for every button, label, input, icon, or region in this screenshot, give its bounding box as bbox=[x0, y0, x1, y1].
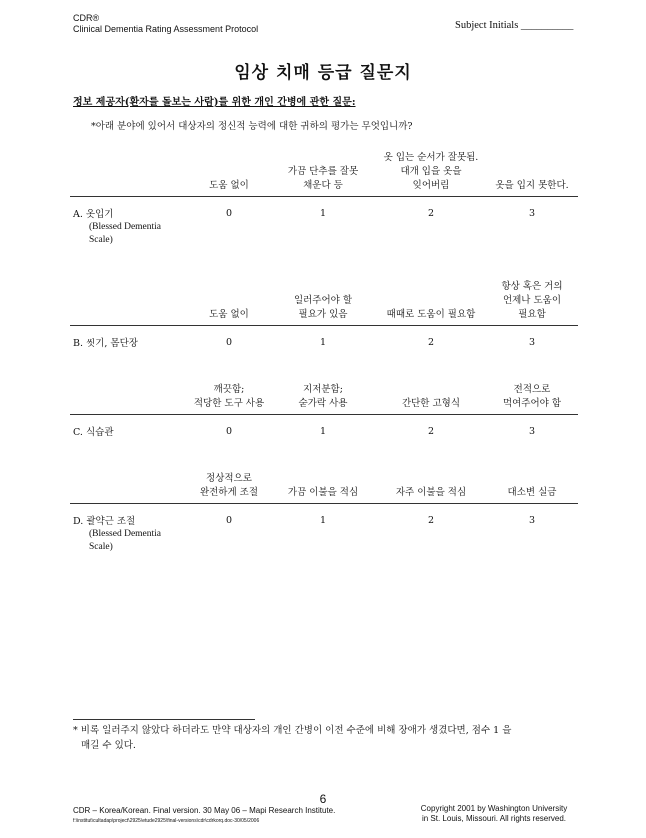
column-header-line: 잊어버림 bbox=[412, 180, 450, 191]
column-header-line: 대소변 실금 bbox=[507, 487, 557, 498]
score-option[interactable]: 3 bbox=[528, 337, 536, 348]
row-label bbox=[73, 515, 161, 554]
column-header bbox=[174, 383, 284, 411]
column-header-line: 정상적으로 bbox=[206, 473, 252, 484]
column-header-line: 전적으로 bbox=[513, 384, 551, 395]
brand-label: CDR® bbox=[73, 13, 100, 23]
column-header-line: 필요가 있음 bbox=[298, 309, 348, 320]
row-label bbox=[73, 426, 114, 439]
column-header-line: 간단한 고형식 bbox=[401, 398, 461, 409]
column-header-line: 항상 혹은 거의 bbox=[501, 281, 563, 292]
score-option[interactable]: 1 bbox=[319, 426, 327, 437]
footer-version bbox=[73, 806, 335, 826]
row-label-text: D. 괄약근 조절 bbox=[73, 516, 136, 527]
section-subheading: 정보 제공자(환자를 돌보는 사람)를 위한 개인 간병에 관한 질문: bbox=[73, 97, 356, 108]
column-header bbox=[482, 383, 582, 411]
row-label-text: B. 씻기, 몸단장 bbox=[73, 338, 138, 349]
column-header-line: 자주 이불을 적심 bbox=[395, 487, 467, 498]
section-divider bbox=[70, 196, 578, 197]
column-header-line: 때때로 도움이 필요함 bbox=[386, 309, 476, 320]
column-header bbox=[273, 383, 373, 411]
column-header-line: 옷을 입지 못한다. bbox=[495, 180, 569, 191]
column-header-line: 옷 입는 순서가 잘못됨. bbox=[383, 152, 479, 163]
row-label-subtitle: (Blessed Dementia bbox=[89, 222, 162, 232]
column-header-line: 일러주어야 할 bbox=[293, 295, 353, 306]
column-header-line: 필요함 bbox=[518, 309, 546, 320]
column-header bbox=[273, 165, 373, 193]
score-option[interactable]: 3 bbox=[528, 208, 536, 219]
footer-file-path: f:\institut\cultadap\project\2925\etude2925\final-versions\cdr\cdrkorq.doc-30/05/2006 bbox=[73, 818, 260, 824]
column-header bbox=[273, 486, 373, 500]
column-header-line: 숟가락 사용 bbox=[298, 398, 348, 409]
row-label-subtitle: (Blessed Dementia bbox=[89, 529, 162, 539]
copyright-line-1: Copyright 2001 by Washington University bbox=[420, 804, 568, 813]
column-header-line: 완전하게 조절 bbox=[199, 487, 259, 498]
score-option[interactable]: 0 bbox=[225, 208, 233, 219]
column-header-line: 지저분함; bbox=[303, 384, 343, 395]
score-option[interactable]: 2 bbox=[427, 208, 435, 219]
column-header-line: 적당한 도구 사용 bbox=[193, 398, 265, 409]
score-option[interactable]: 0 bbox=[225, 426, 233, 437]
score-option[interactable]: 2 bbox=[427, 515, 435, 526]
score-option[interactable]: 0 bbox=[225, 515, 233, 526]
copyright-line-2: in St. Louis, Missouri. All rights reserved. bbox=[421, 814, 567, 823]
score-option[interactable]: 0 bbox=[225, 337, 233, 348]
instruction-text: *아래 분야에 있어서 대상자의 정신적 능력에 대한 귀하의 평가는 무엇입니까? bbox=[91, 121, 413, 132]
column-header bbox=[174, 472, 284, 500]
column-header bbox=[482, 280, 582, 322]
column-header-line: 채운다 등 bbox=[303, 180, 343, 191]
subject-initials-field[interactable]: Subject Initials __________ bbox=[455, 20, 574, 31]
section-divider bbox=[70, 414, 578, 415]
column-header-line: 가끔 단추를 잘못 bbox=[287, 166, 359, 177]
footer-version-text: CDR – Korea/Korean. Final version. 30 May 06 – Mapi Research Institute. bbox=[73, 806, 336, 815]
column-header bbox=[174, 179, 284, 193]
row-label-subtitle: Scale) bbox=[89, 542, 113, 552]
page-title: 임상 치매 등급 질문지 bbox=[234, 63, 412, 83]
column-header bbox=[366, 151, 496, 193]
score-option[interactable]: 2 bbox=[427, 337, 435, 348]
column-header bbox=[174, 308, 284, 322]
column-header-line: 언제나 도움이 bbox=[502, 295, 562, 306]
score-option[interactable]: 2 bbox=[427, 426, 435, 437]
row-label-text: C. 식습관 bbox=[73, 427, 114, 438]
score-option[interactable]: 1 bbox=[319, 337, 327, 348]
protocol-title: Clinical Dementia Rating Assessment Protocol bbox=[73, 24, 259, 34]
column-header bbox=[482, 486, 582, 500]
column-header-line: 가끔 이불을 적심 bbox=[287, 487, 359, 498]
footnote-line-2: 매길 수 있다. bbox=[81, 740, 136, 751]
column-header-line: 도움 없이 bbox=[209, 309, 249, 320]
score-option[interactable]: 1 bbox=[319, 208, 327, 219]
column-header bbox=[366, 397, 496, 411]
footnote-divider bbox=[73, 719, 255, 720]
column-header bbox=[366, 308, 496, 322]
column-header bbox=[273, 294, 373, 322]
section-divider bbox=[70, 325, 578, 326]
page-number: 6 bbox=[319, 792, 327, 806]
column-header-line: 도움 없이 bbox=[209, 180, 249, 191]
footnote bbox=[73, 723, 573, 753]
score-option[interactable]: 3 bbox=[528, 426, 536, 437]
score-option[interactable]: 1 bbox=[319, 515, 327, 526]
column-header bbox=[482, 179, 582, 193]
column-header-line: 먹여주어야 함 bbox=[502, 398, 562, 409]
footer-copyright bbox=[410, 804, 578, 824]
column-header-line: 대개 입을 옷을 bbox=[400, 166, 462, 177]
row-label bbox=[73, 208, 161, 247]
row-label-text: A. 옷입기 bbox=[73, 209, 114, 220]
column-header-line: 깨끗함; bbox=[213, 384, 245, 395]
score-option[interactable]: 3 bbox=[528, 515, 536, 526]
column-header bbox=[366, 486, 496, 500]
row-label bbox=[73, 337, 138, 350]
section-divider bbox=[70, 503, 578, 504]
row-label-subtitle: Scale) bbox=[89, 235, 113, 245]
footnote-line-1: * 비록 일러주지 않았다 하더라도 만약 대상자의 개인 간병이 이전 수준에 비해 장애가 생겼다면, 점수 1 을 bbox=[73, 725, 512, 736]
